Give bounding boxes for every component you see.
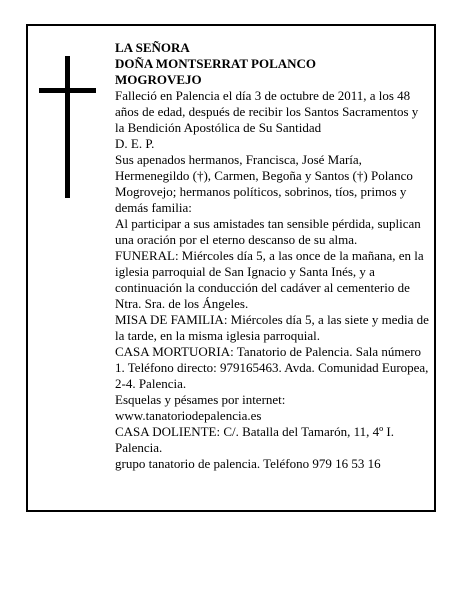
cross-icon <box>65 56 70 198</box>
website-link[interactable]: www.tanatoriodepalencia.es <box>115 408 262 423</box>
mourning-house-info: CASA DOLIENTE: C/. Batalla del Tamarón, 11, 4º I. Palencia. <box>115 424 394 455</box>
rip-text: D. E. P. <box>115 136 155 151</box>
funeral-home-info: CASA MORTUORIA: Tanatorio de Palencia. Sala número 1. Teléfono directo: 979165463. Avda. Comunidad Europea, 2-4. Palencia. <box>115 344 429 391</box>
death-notice: Falleció en Palencia el día 3 de octubre de 2011, a los 48 años de edad, después de recibir los Santos Sacramentos y la Bendición Apostólica de Su Santidad <box>115 88 419 135</box>
obituary-notice <box>26 24 436 512</box>
funeral-info: FUNERAL: Miércoles día 5, a las once de la mañana, en la iglesia parroquial de San Ignacio y Santa Inés, y a continuación la conducción del cadáver al cementerio de Ntra. Sra. de los Ángeles. <box>115 248 424 311</box>
title-line: LA SEÑORA <box>115 40 190 55</box>
family-mass-info: MISA DE FAMILIA: Miércoles día 5, a las siete y media de la tarde, en la misma iglesia parroquial. <box>115 312 429 343</box>
prayer-request: Al participar a sus amistades tan sensible pérdida, suplican una oración por el eterno descanso de su alma. <box>115 216 421 247</box>
deceased-name-line-2: MOGROVEJO <box>115 72 202 87</box>
family-list: Sus apenados hermanos, Francisca, José María, Hermenegildo (†), Carmen, Begoña y Santos (†) Polanco Mogrovejo; hermanos políticos, sobrinos, tíos, primos y demás familia: <box>115 152 413 215</box>
footer-text: grupo tanatorio de palencia. Teléfono 979 16 53 16 <box>115 456 381 471</box>
obituary-text <box>115 40 429 472</box>
deceased-name-line-1: DOÑA MONTSERRAT POLANCO <box>115 56 317 71</box>
online-condolences-label: Esquelas y pésames por internet: <box>115 392 286 407</box>
cross-icon-bar <box>39 88 96 93</box>
